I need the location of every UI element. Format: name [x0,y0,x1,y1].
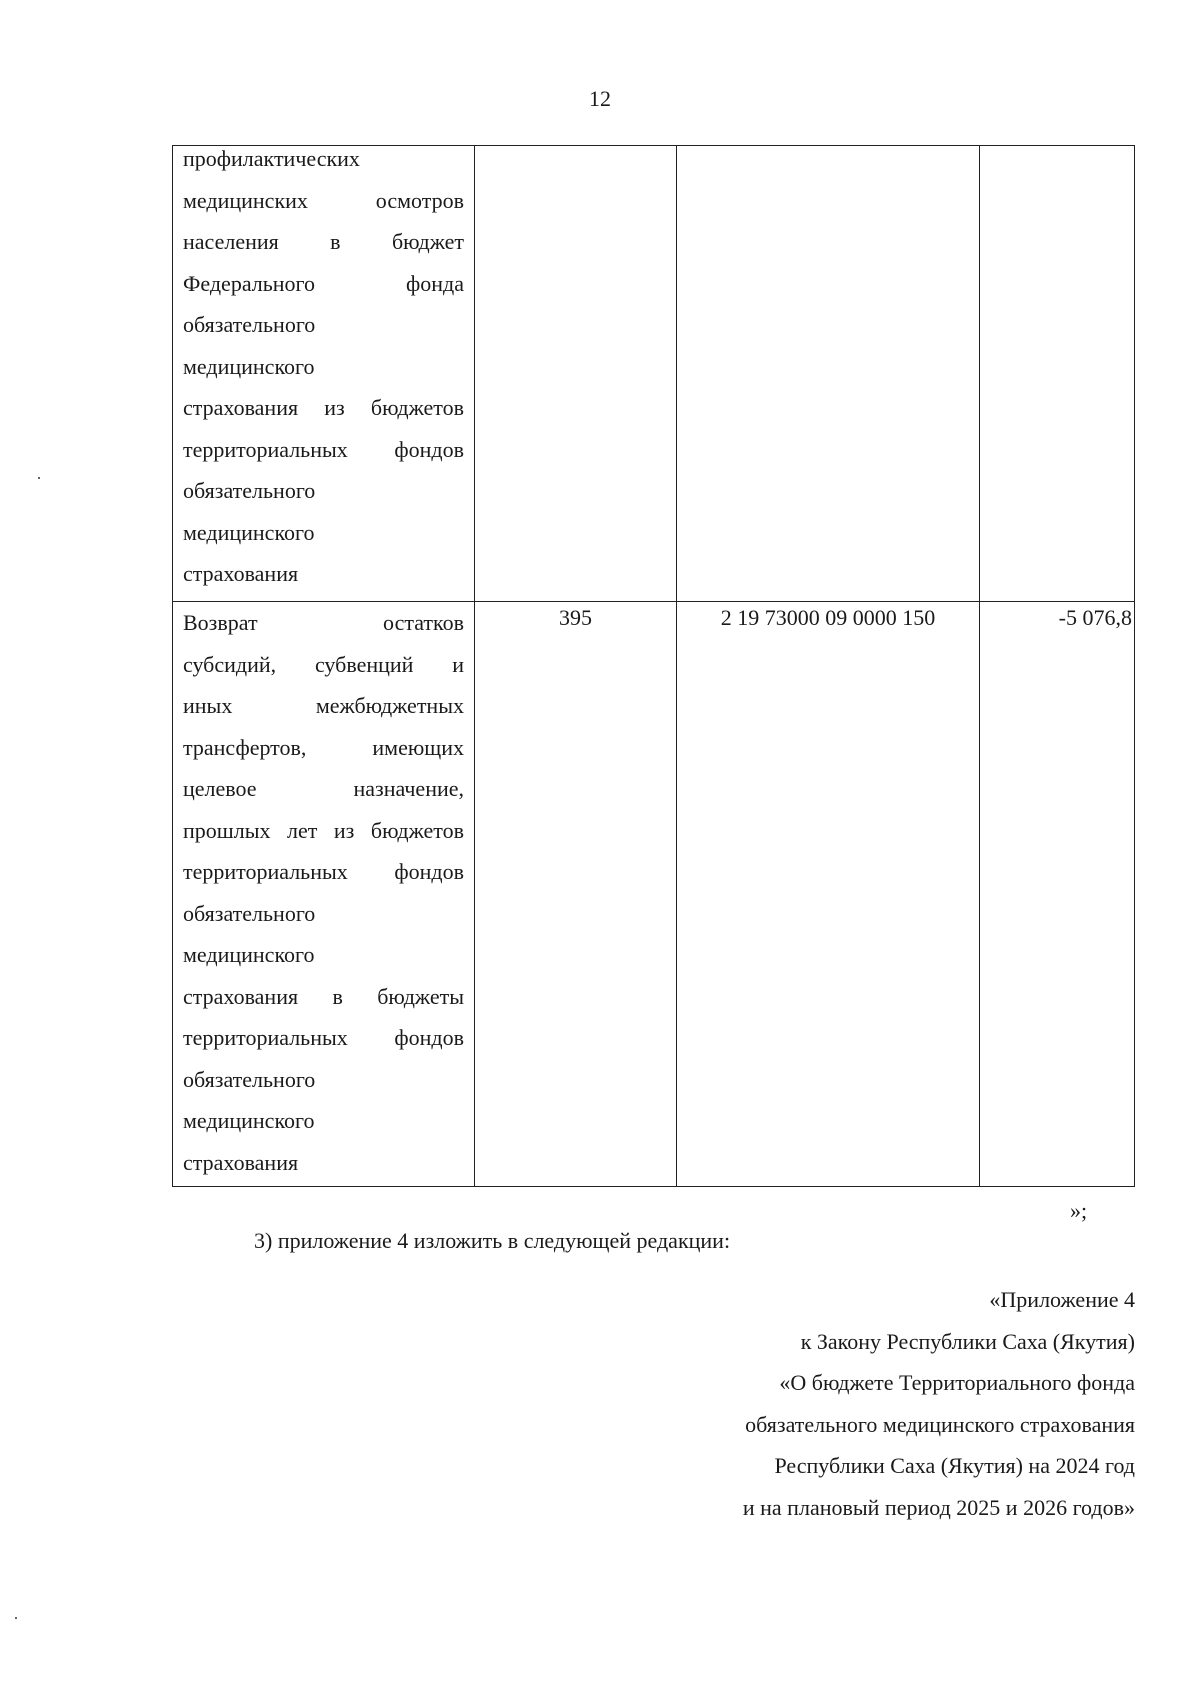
page-number: 12 [589,86,611,111]
scan-dot [15,1617,17,1619]
kbk-code-cell: 2 19 73000 09 0000 150 [677,602,980,1187]
description-line: территориальных фондов [183,436,464,462]
description-line: страхования [183,561,299,586]
admin-code-cell: 395 [475,602,677,1187]
appendix-header-line: «Приложение 4 [989,1287,1135,1312]
description-line: страхования в бюджеты [183,983,464,1009]
table-row [173,146,1135,602]
description-line: медицинского [183,1108,315,1133]
description-lines [173,138,474,595]
description-cell [173,146,475,602]
appendix-header-line: Республики Саха (Якутия) на 2024 год [774,1453,1135,1478]
instruction-text: 3) приложение 4 изложить в следующей редакции: [254,1228,731,1253]
admin-code-cell [475,146,677,602]
description-line: иных межбюджетных [183,693,464,718]
appendix-header-line: к Закону Республики Саха (Якутия) [800,1328,1135,1354]
kbk-code-cell [677,146,980,602]
amount-cell: -5 076,8 [980,602,1135,1187]
description-line: страхования из бюджетов [183,395,464,420]
description-line: трансфертов, имеющих [183,734,464,760]
description-line: медицинского [183,519,315,545]
description-line: страхования [183,1149,299,1175]
description-line: обязательного [183,1066,316,1092]
description-line: медицинских осмотров [183,187,464,213]
description-line: Возврат остатков [183,610,464,635]
description-line: субсидий, субвенций и [183,651,464,677]
description-cell [173,602,475,1187]
description-line: территориальных фондов [183,859,464,884]
description-line: населения в бюджет [183,229,464,254]
description-line: прошлых лет из бюджетов [183,817,464,843]
description-line: медицинского [183,353,315,379]
scan-dot [38,477,40,479]
description-line: обязательного [183,900,316,926]
description-line: территориальных фондов [183,1025,464,1050]
closing-quote: »; [1070,1198,1088,1223]
description-line: обязательного [183,478,316,503]
description-line: Федерального фонда [183,270,464,296]
appendix-header-line: обязательного медицинского страхования [745,1411,1135,1437]
description-line: целевое назначение, [183,776,464,801]
description-line: медицинского [183,942,315,967]
description-lines [173,602,474,1183]
appendix-header-line: «О бюджете Территориального фонда [779,1370,1135,1395]
budget-table [172,145,1135,1187]
appendix-header [743,1279,1135,1528]
amount-cell [980,146,1135,602]
appendix-header-line: и на плановый период 2025 и 2026 годов» [742,1494,1135,1520]
table-row [173,602,1135,1187]
description-line: профилактических [183,146,360,171]
description-line: обязательного [183,312,316,337]
